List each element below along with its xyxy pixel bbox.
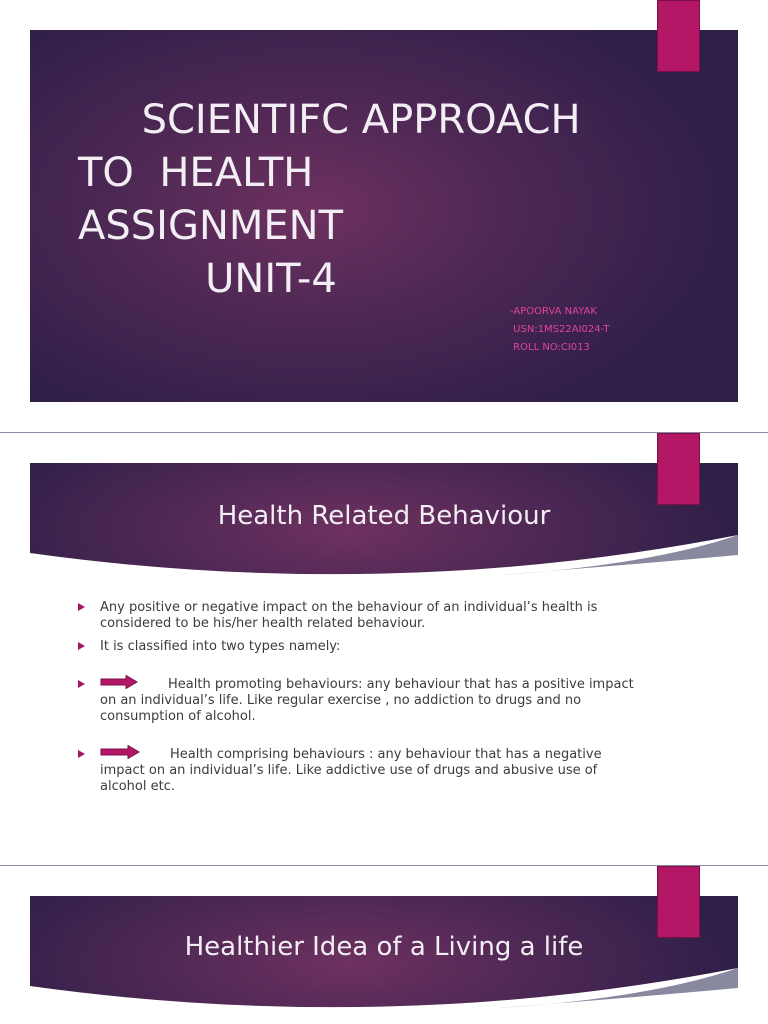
bullet-text: Health promoting behaviours: any behaviour that has a positive impact on an individual’s life. Like regular exercise , no addiction to drugs and no consumption of alcohol.	[100, 677, 634, 724]
slide-title: Healthier Idea of a Living a life	[184, 932, 584, 962]
bullet-text: Health comprising behaviours : any behaviour that has a negative impact on an individual’s life. Like addictive use of drugs and abusive use of alcohol etc.	[100, 747, 602, 794]
bullet-triangle-icon	[78, 603, 85, 611]
content-slide-health-behaviour	[0, 433, 768, 865]
title-line-3: ASSIGNMENT	[78, 203, 343, 249]
author-info	[510, 303, 609, 357]
bullet-text: It is classified into two types namely:	[100, 639, 341, 654]
accent-tab	[657, 866, 700, 938]
wave-decoration	[30, 968, 738, 1008]
author-usn: USN:1MS22AI024-T	[510, 324, 610, 335]
author-name: -APOORVA NAYAK	[510, 306, 597, 317]
bullet-list	[78, 600, 638, 802]
bullet-triangle-icon	[78, 642, 85, 650]
list-item	[78, 639, 638, 655]
wave-decoration	[30, 535, 738, 575]
accent-tab	[657, 433, 700, 505]
author-roll: ROLL NO:CI013	[510, 342, 590, 353]
slide-title: Health Related Behaviour	[217, 501, 551, 531]
presentation-title	[78, 94, 638, 306]
bullet-triangle-icon	[78, 750, 85, 758]
header-band	[30, 463, 738, 575]
content-slide-healthier-living	[0, 866, 768, 1024]
accent-tab	[657, 0, 700, 72]
right-arrow-icon	[100, 745, 140, 759]
title-slide	[0, 0, 768, 432]
title-line-1: SCIENTIFC APPROACH	[78, 97, 581, 143]
title-line-2: TO HEALTH	[78, 150, 314, 196]
bullet-triangle-icon	[78, 680, 85, 688]
list-item	[78, 747, 638, 795]
title-line-4: UNIT-4	[78, 256, 337, 302]
bullet-text: Any positive or negative impact on the behaviour of an individual’s health is considered to be his/her health related behaviour.	[100, 600, 598, 631]
header-band	[30, 896, 738, 1008]
list-item	[78, 600, 638, 632]
right-arrow-icon	[100, 675, 138, 689]
list-item	[78, 677, 638, 725]
